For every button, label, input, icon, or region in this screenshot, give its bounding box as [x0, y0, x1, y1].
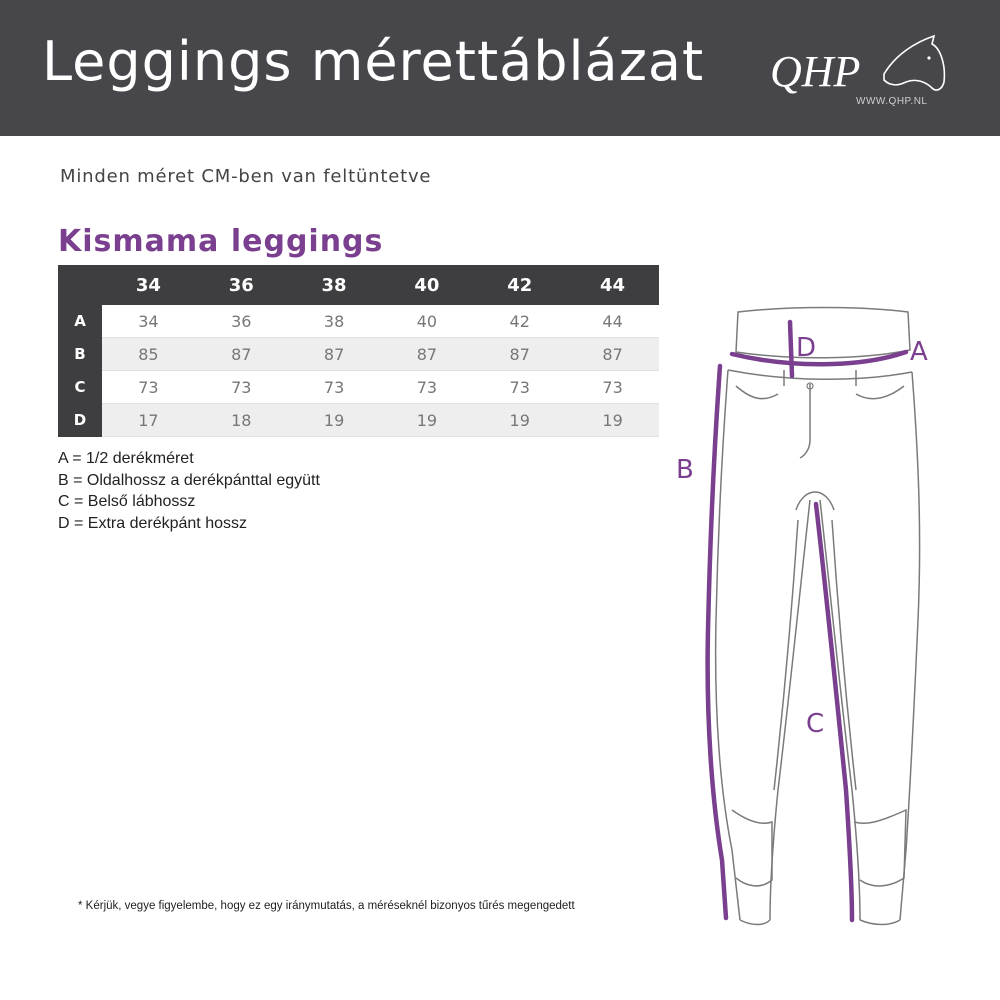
horse-head-icon	[884, 36, 944, 90]
leggings-diagram	[660, 290, 960, 930]
logo-text: QHP	[770, 47, 861, 96]
table-cell: 19	[566, 404, 659, 437]
table-cell: 73	[380, 371, 473, 404]
table-cell: 87	[288, 338, 381, 371]
label-b: B	[676, 455, 694, 485]
table-row	[58, 338, 659, 371]
logo-url: WWW.QHP.NL	[856, 96, 928, 107]
table-cell: 18	[195, 404, 288, 437]
column-header: 40	[380, 265, 473, 305]
table-header-row	[58, 265, 659, 305]
subtitle: Minden méret CM-ben van feltüntetve	[60, 166, 432, 187]
legend-item-d: D = Extra derékpánt hossz	[58, 514, 247, 532]
label-c: C	[806, 709, 825, 739]
column-header: 42	[473, 265, 566, 305]
table-cell: 85	[102, 338, 195, 371]
table-cell: 44	[566, 305, 659, 338]
header-banner	[0, 0, 1000, 136]
table-cell: 87	[473, 338, 566, 371]
legend-item-b: B = Oldalhossz a derékpánttal együtt	[58, 471, 320, 489]
column-header: 34	[102, 265, 195, 305]
column-header: 44	[566, 265, 659, 305]
table-corner	[58, 265, 102, 305]
table-row	[58, 305, 659, 338]
row-label: A	[58, 305, 102, 338]
table-cell: 42	[473, 305, 566, 338]
legend-item-a: A = 1/2 derékméret	[58, 450, 194, 467]
table-row	[58, 371, 659, 404]
label-d: D	[796, 333, 817, 363]
row-label: D	[58, 404, 102, 437]
row-label: C	[58, 371, 102, 404]
table-cell: 19	[288, 404, 381, 437]
size-table	[58, 265, 659, 437]
legend-item-c: C = Belső lábhossz	[58, 493, 196, 510]
table-cell: 36	[195, 305, 288, 338]
leggings-outline	[716, 308, 920, 925]
table-cell: 73	[473, 371, 566, 404]
table-row	[58, 404, 659, 437]
table-cell: 19	[380, 404, 473, 437]
table-cell: 40	[380, 305, 473, 338]
table-cell: 34	[102, 305, 195, 338]
section-title: Kismama leggings	[58, 224, 384, 259]
table-cell: 73	[195, 371, 288, 404]
label-a: A	[910, 337, 928, 367]
table-cell: 19	[473, 404, 566, 437]
column-header: 36	[195, 265, 288, 305]
row-label: B	[58, 338, 102, 371]
measurement-lines	[708, 322, 906, 920]
table-cell: 87	[380, 338, 473, 371]
table-cell: 17	[102, 404, 195, 437]
table-cell: 87	[195, 338, 288, 371]
table-cell: 38	[288, 305, 381, 338]
measure-d-line	[790, 322, 792, 376]
measurement-legend	[58, 448, 320, 534]
column-header: 38	[288, 265, 381, 305]
footnote: * Kérjük, vegye figyelembe, hogy ez egy iránymutatás, a méréseknél bizonyos tűrés megengedett	[78, 900, 575, 912]
page-title: Leggings mérettáblázat	[42, 30, 705, 93]
table-cell: 87	[566, 338, 659, 371]
table-cell: 73	[566, 371, 659, 404]
table-cell: 73	[288, 371, 381, 404]
table-cell: 73	[102, 371, 195, 404]
